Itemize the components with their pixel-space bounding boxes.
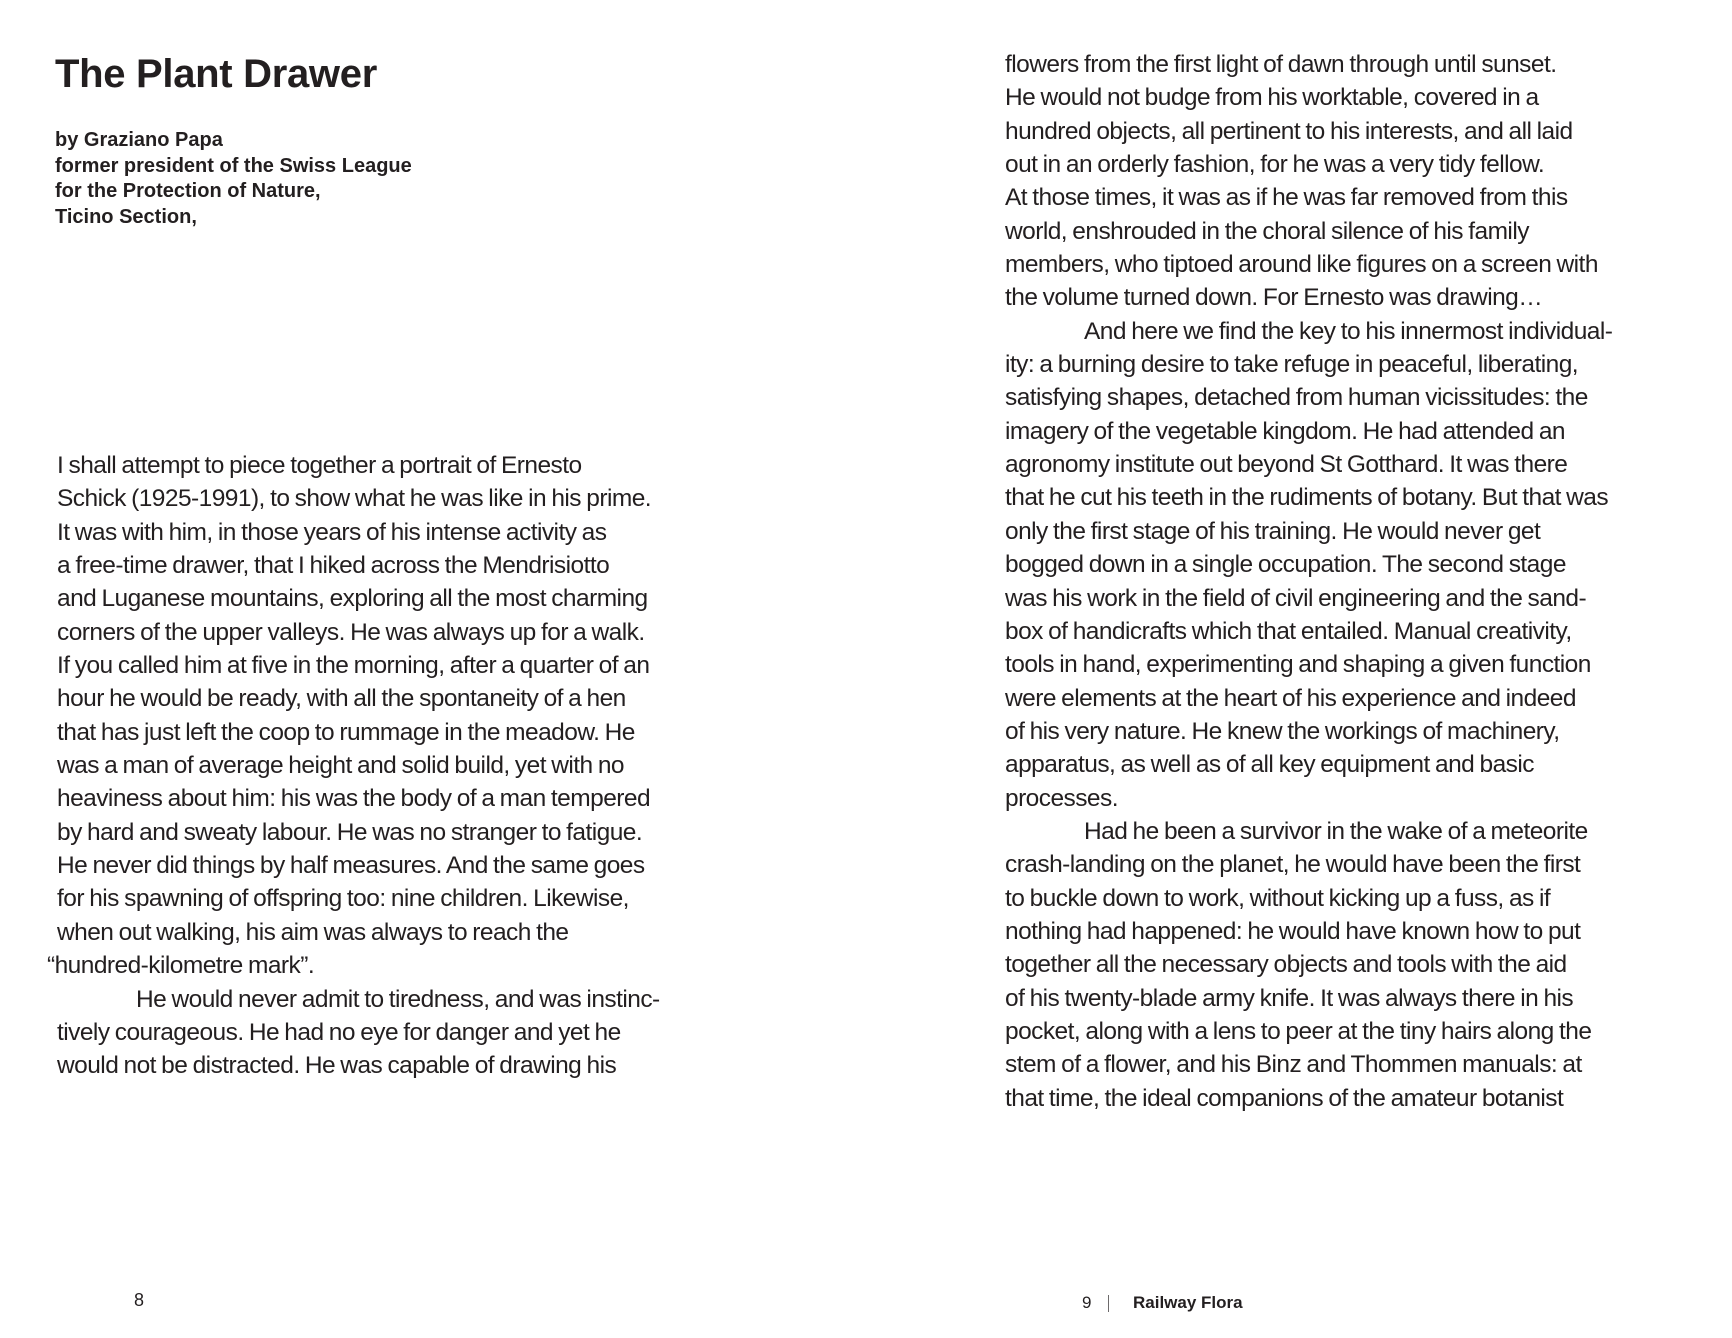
text-line: He would not budge from his worktable, covered in a xyxy=(1005,84,1539,112)
left-body-text xyxy=(47,449,757,1083)
text-line: a free-time drawer, that I hiked across the Mendrisiotto xyxy=(57,552,610,580)
text-line: imagery of the vegetable kingdom. He had attended an xyxy=(1005,417,1565,445)
text-line: corners of the upper valleys. He was always up for a walk. xyxy=(57,618,645,646)
paragraph-start-line: He would never admit to tiredness, and was instinc- xyxy=(136,985,660,1013)
paragraph-start-line: And here we find the key to his innermost individual- xyxy=(1084,317,1613,345)
running-title: Railway Flora xyxy=(1133,1293,1243,1312)
text-line: that time, the ideal companions of the amateur botanist xyxy=(1005,1084,1564,1112)
text-line: If you called him at five in the morning, after a quarter of an xyxy=(57,652,650,680)
text-line: satisfying shapes, detached from human vicissitudes: the xyxy=(1005,384,1588,412)
text-line: members, who tiptoed around like figures on a screen with xyxy=(1005,251,1598,279)
text-line: hundred objects, all pertinent to his interests, and all laid xyxy=(1005,117,1573,145)
author-byline xyxy=(55,128,412,230)
text-line: Schick (1925-1991), to show what he was like in his prime. xyxy=(57,485,652,513)
text-line: It was with him, in those years of his intense activity as xyxy=(57,518,607,546)
footer-divider xyxy=(1108,1295,1109,1312)
text-line: “hundred-kilometre mark”. xyxy=(47,952,315,980)
byline-organization: for the Protection of Nature, xyxy=(55,180,321,202)
text-line: ity: a burning desire to take refuge in peaceful, liberating, xyxy=(1005,351,1579,379)
text-line: out in an orderly fashion, for he was a very tidy fellow. xyxy=(1005,151,1545,179)
page-number-right: 9 xyxy=(1082,1293,1092,1312)
text-line: and Luganese mountains, exploring all the most charming xyxy=(57,585,648,613)
text-line: that he cut his teeth in the rudiments of botany. But that was xyxy=(1005,484,1609,512)
page-number-left: 8 xyxy=(134,1290,145,1310)
article-title: The Plant Drawer xyxy=(55,52,377,96)
text-line: nothing had happened: he would have known how to put xyxy=(1005,917,1581,945)
byline-section: Ticino Section, xyxy=(55,205,197,228)
text-line: of his twenty-blade army knife. It was always there in his xyxy=(1005,984,1574,1012)
right-body-text xyxy=(1005,48,1705,1115)
text-line: I shall attempt to piece together a portrait of Ernesto xyxy=(57,452,582,479)
text-line: for his spawning of offspring too: nine children. Likewise, xyxy=(57,885,629,913)
text-line: box of handicrafts which that entailed. Manual creativity, xyxy=(1005,617,1572,645)
text-line: only the first stage of his training. He would never get xyxy=(1005,517,1541,545)
text-line: were elements at the heart of his experience and indeed xyxy=(1005,684,1576,712)
text-line: tively courageous. He had no eye for danger and yet he xyxy=(57,1018,621,1046)
text-line: would not be distracted. He was capable of drawing his xyxy=(57,1052,617,1080)
text-line: tools in hand, experimenting and shaping a given function xyxy=(1005,651,1591,679)
text-line: was his work in the field of civil engineering and the sand- xyxy=(1005,584,1587,612)
byline-author: by Graziano Papa xyxy=(55,129,223,151)
text-line: the volume turned down. For Ernesto was drawing… xyxy=(1005,284,1543,312)
text-line: processes. xyxy=(1005,784,1118,812)
text-line: agronomy institute out beyond St Gotthard. It was there xyxy=(1005,451,1568,479)
text-line: apparatus, as well as of all key equipment and basic xyxy=(1005,751,1534,779)
text-line: flowers from the first light of dawn through until sunset. xyxy=(1005,51,1557,78)
text-line: by hard and sweaty labour. He was no stranger to fatigue. xyxy=(57,818,643,846)
paragraph-start-line: Had he been a survivor in the wake of a meteorite xyxy=(1084,817,1588,845)
text-line: heaviness about him: his was the body of a man tempered xyxy=(57,785,651,813)
text-line: crash-landing on the planet, he would have been the first xyxy=(1005,851,1581,879)
text-line: pocket, along with a lens to peer at the tiny hairs along the xyxy=(1005,1017,1592,1045)
text-line: bogged down in a single occupation. The second stage xyxy=(1005,551,1566,579)
byline-role: former president of the Swiss League xyxy=(55,154,412,177)
text-line: to buckle down to work, without kicking up a fuss, as if xyxy=(1005,884,1551,912)
text-line: was a man of average height and solid build, yet with no xyxy=(57,752,624,780)
text-line: together all the necessary objects and tools with the aid xyxy=(1005,951,1567,979)
text-line: He never did things by half measures. And the same goes xyxy=(57,852,645,880)
text-line: hour he would be ready, with all the spontaneity of a hen xyxy=(57,685,626,713)
text-line: stem of a flower, and his Binz and Thommen manuals: at xyxy=(1005,1051,1582,1079)
text-line: of his very nature. He knew the workings of machinery, xyxy=(1005,717,1560,745)
text-line: world, enshrouded in the choral silence of his family xyxy=(1005,217,1529,245)
running-footer xyxy=(1082,1292,1243,1314)
text-line: when out walking, his aim was always to reach the xyxy=(57,918,569,946)
text-line: At those times, it was as if he was far removed from this xyxy=(1005,184,1568,212)
text-line: that has just left the coop to rummage in the meadow. He xyxy=(57,718,635,746)
right-page xyxy=(866,0,1732,1338)
